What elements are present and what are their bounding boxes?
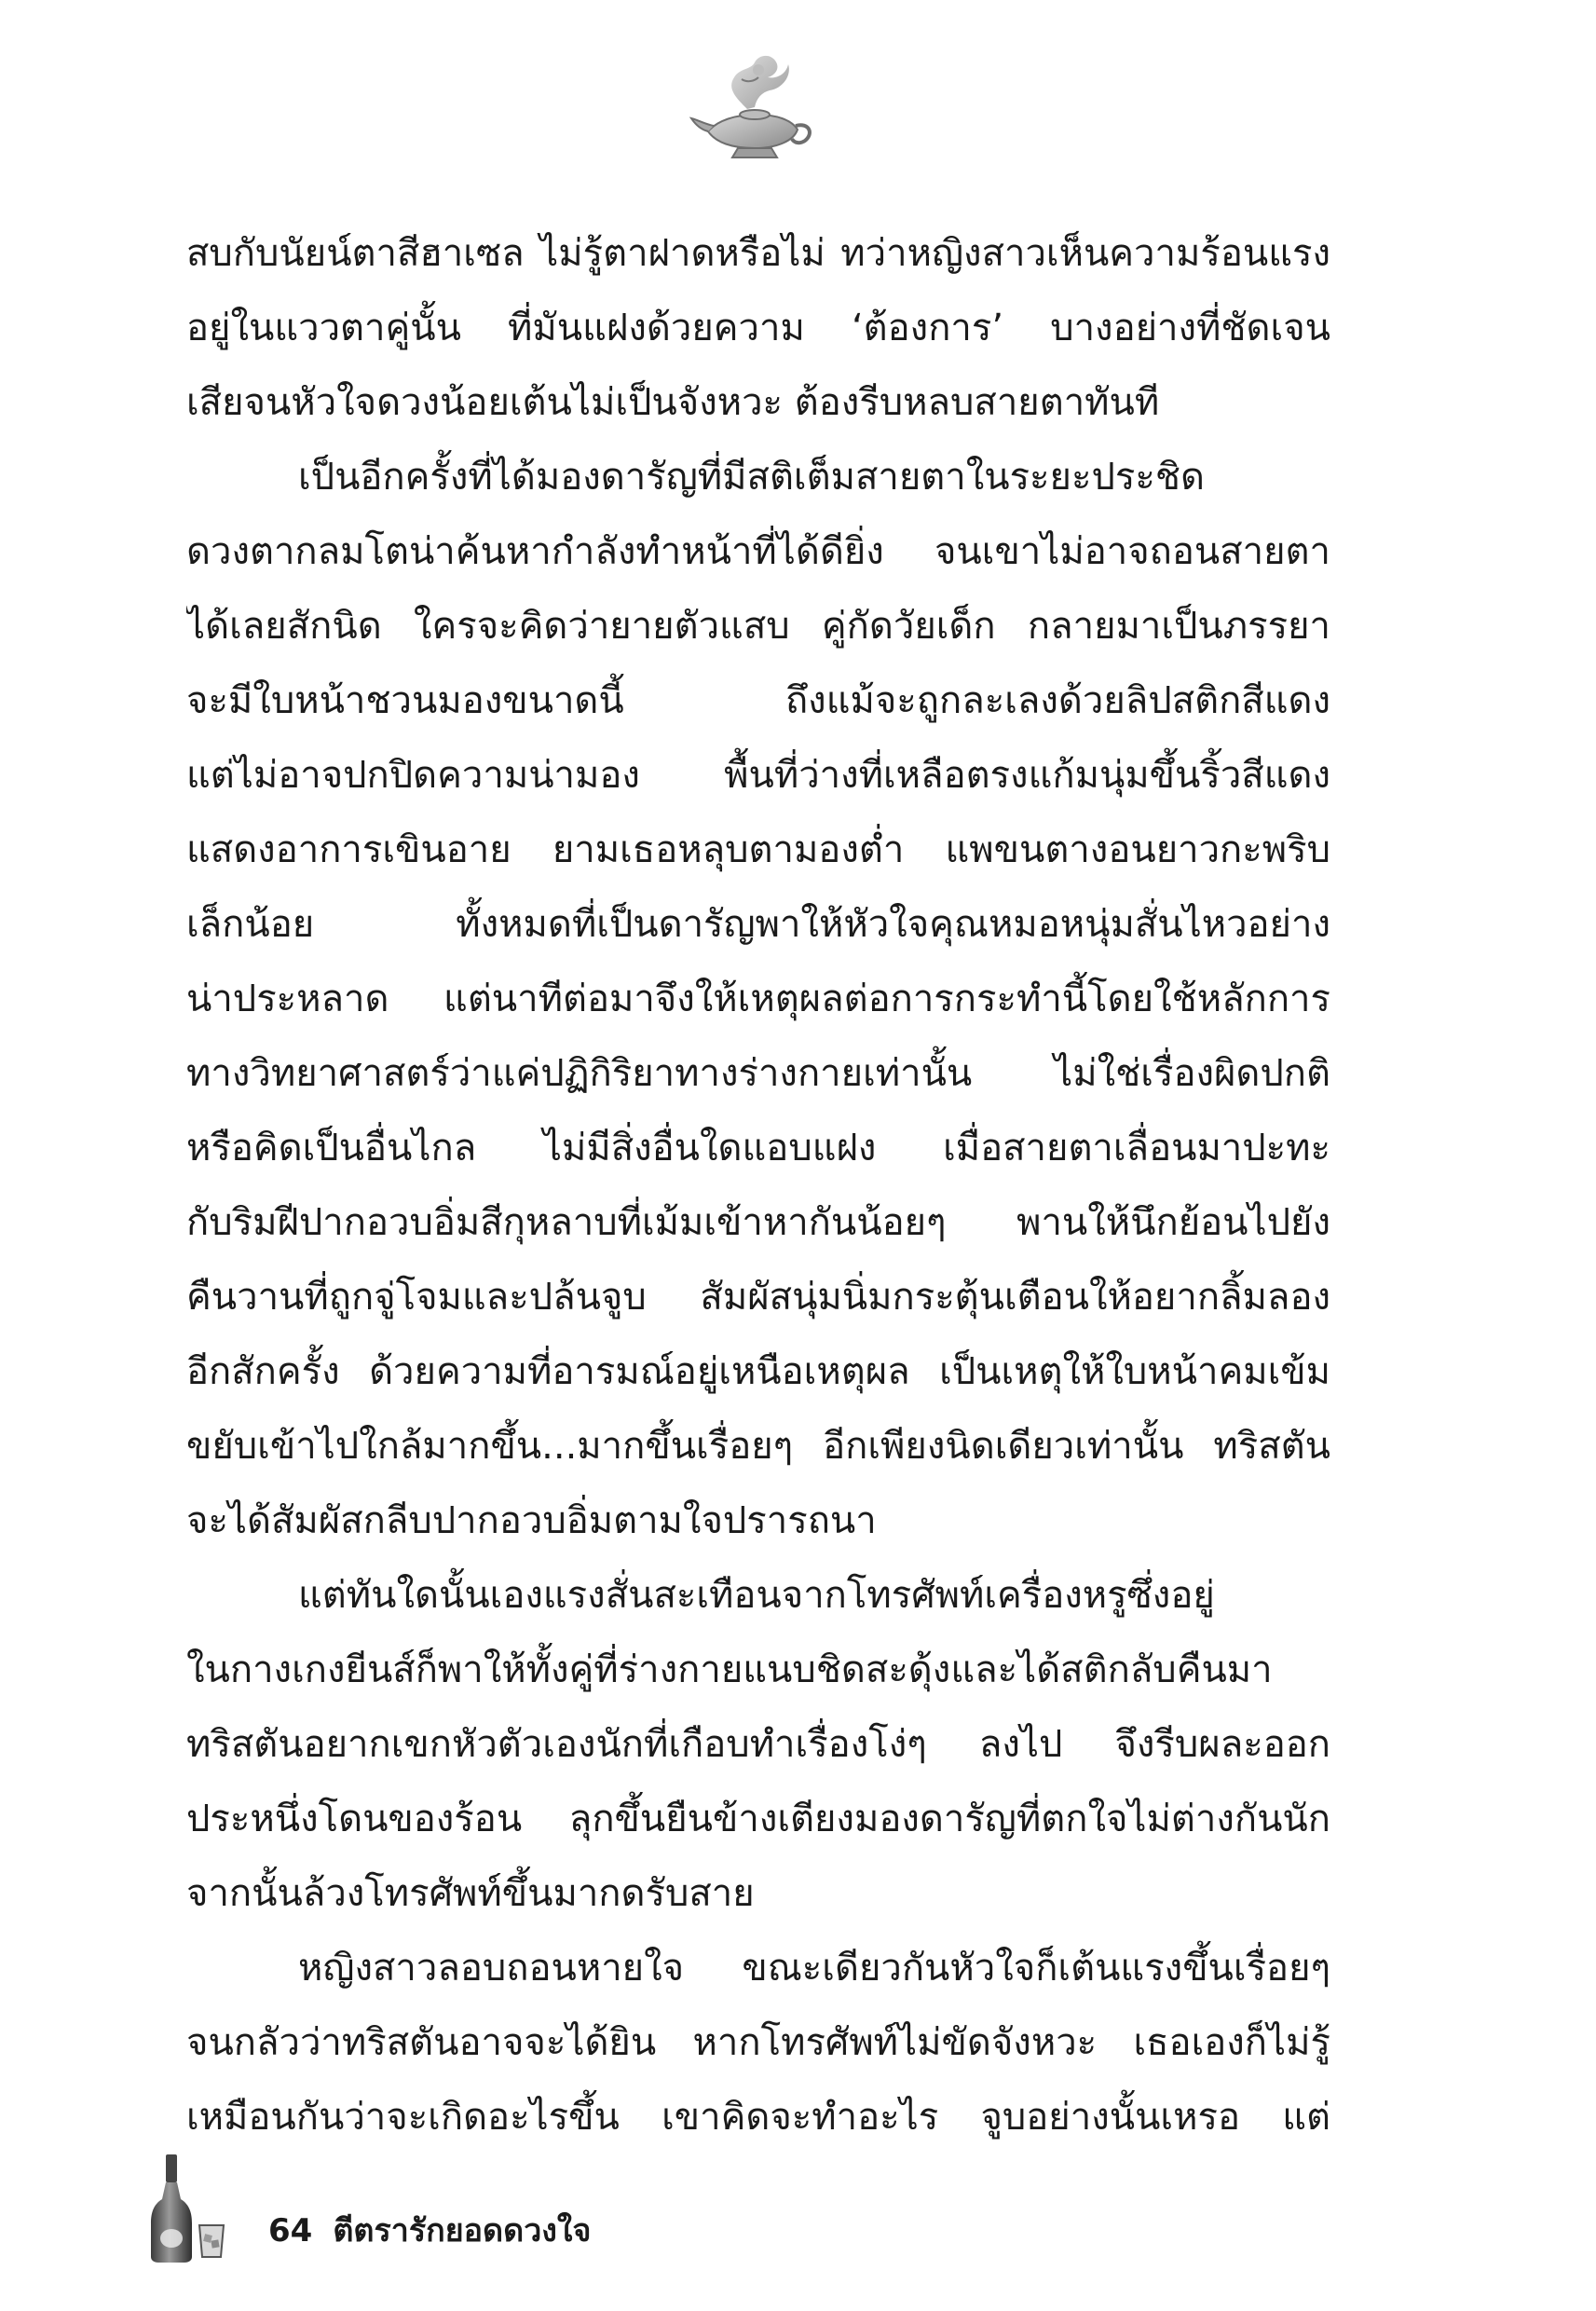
text-line: จะมีใบหน้าชวนมองขนาดนี้ ถึงแม้จะถูกละเลงด้วยลิปสติกสีแดง bbox=[186, 679, 1330, 722]
text-line: หญิงสาวลอบถอนหายใจ ขณะเดียวกันหัวใจก็เต้นแรงขึ้นเรื่อยๆ bbox=[298, 1947, 1330, 1990]
text-line: เหมือนกันว่าจะเกิดอะไรขึ้น เขาคิดจะทำอะไร จูบอย่างนั้นเหรอ แต่ bbox=[186, 2096, 1330, 2139]
body-text bbox=[186, 216, 1330, 2154]
text-line: เสียจนหัวใจดวงน้อยเต้นไม่เป็นจังหวะ ต้องรีบหลบสายตาทันที bbox=[186, 381, 1160, 424]
text-line: เล็กน้อย ทั้งหมดที่เป็นดารัญพาให้หัวใจคุณหมอหนุ่มสั่นไหวอย่าง bbox=[186, 903, 1330, 946]
text-line: จากนั้นล้วงโทรศัพท์ขึ้นมากดรับสาย bbox=[186, 1872, 755, 1915]
text-line: หรือคิดเป็นอื่นไกล ไม่มีสิ่งอื่นใดแอบแฝง เมื่อสายตาเลื่อนมาปะทะ bbox=[186, 1127, 1330, 1169]
text-line: คืนวานที่ถูกจู่โจมและปล้นจูบ สัมผัสนุ่มนิ่มกระตุ้นเตือนให้อยากลิ้มลอง bbox=[186, 1276, 1330, 1319]
text-line: ดวงตากลมโตน่าค้นหากำลังทำหน้าที่ได้ดียิ่ง จนเขาไม่อาจถอนสายตา bbox=[186, 530, 1330, 573]
page-number: 64 bbox=[268, 2212, 313, 2249]
text-line: ทางวิทยาศาสตร์ว่าแค่ปฏิกิริยาทางร่างกายเท่านั้น ไม่ใช่เรื่องผิดปกติ bbox=[186, 1052, 1330, 1095]
text-line: แสดงอาการเขินอาย ยามเธอหลุบตามองต่ำ แพขนตางอนยาวกะพริบ bbox=[186, 828, 1330, 871]
text-line: แต่ไม่อาจปกปิดความน่ามอง พื้นที่ว่างที่เหลือตรงแก้มนุ่มขึ้นริ้วสีแดง bbox=[186, 754, 1330, 797]
book-title: ตีตรารักยอดดวงใจ bbox=[333, 2212, 592, 2249]
text-line: ทริสตันอยากเขกหัวตัวเองนักที่เกือบทำเรื่องโง่ๆ ลงไป จึงรีบผละออก bbox=[186, 1723, 1330, 1766]
text-line: ขยับเข้าไปใกล้มากขึ้น...มากขึ้นเรื่อยๆ อีกเพียงนิดเดียวเท่านั้น ทริสตัน bbox=[186, 1425, 1330, 1468]
text-line: กับริมฝีปากอวบอิ่มสีกุหลาบที่เม้มเข้าหากันน้อยๆ พานให้นึกย้อนไปยัง bbox=[186, 1201, 1330, 1244]
text-line: ได้เลยสักนิด ใครจะคิดว่ายายตัวแสบ คู่กัดวัยเด็ก กลายมาเป็นภรรยา bbox=[186, 605, 1330, 648]
magic-lamp-genie-icon bbox=[689, 51, 820, 163]
liquor-bottle-icon bbox=[149, 2153, 194, 2264]
text-line: อยู่ในแววตาคู่นั้น ที่มันแฝงด้วยความ ‘ต้องการ’ บางอย่างที่ชัดเจน bbox=[186, 307, 1330, 349]
text-line: อีกสักครั้ง ด้วยความที่อารมณ์อยู่เหนือเหตุผล เป็นเหตุให้ใบหน้าคมเข้ม bbox=[186, 1350, 1330, 1393]
text-line: ในกางเกงยีนส์ก็พาให้ทั้งคู่ที่ร่างกายแนบชิดสะดุ้งและได้สติกลับคืนมา bbox=[186, 1648, 1273, 1691]
text-line: จนกลัวว่าทริสตันอาจจะได้ยิน หากโทรศัพท์ไม่ขัดจังหวะ เธอเองก็ไม่รู้ bbox=[186, 2021, 1330, 2064]
paragraph bbox=[186, 216, 1330, 440]
text-line: ประหนึ่งโดนของร้อน ลุกขึ้นยืนข้างเตียงมองดารัญที่ตกใจไม่ต่างกันนัก bbox=[186, 1798, 1330, 1840]
text-line: น่าประหลาด แต่นาทีต่อมาจึงให้เหตุผลต่อการกระทำนี้โดยใช้หลักการ bbox=[186, 978, 1330, 1020]
text-line: แต่ทันใดนั้นเองแรงสั่นสะเทือนจากโทรศัพท์เครื่องหรูซึ่งอยู่ bbox=[298, 1574, 1215, 1617]
text-line: จะได้สัมผัสกลีบปากอวบอิ่มตามใจปรารถนา bbox=[186, 1499, 877, 1542]
footer-text bbox=[268, 2212, 591, 2249]
whisky-glass-icon bbox=[198, 2222, 225, 2259]
text-line: สบกับนัยน์ตาสีฮาเซล ไม่รู้ตาฝาดหรือไม่ ทว่าหญิงสาวเห็นความร้อนแรง bbox=[186, 232, 1330, 275]
text-line: เป็นอีกครั้งที่ได้มองดารัญที่มีสติเต็มสายตาในระยะประชิด bbox=[298, 456, 1205, 499]
paragraph bbox=[186, 1931, 1330, 2154]
page-footer bbox=[149, 2153, 894, 2264]
paragraph bbox=[186, 440, 1330, 1558]
paragraph bbox=[186, 1558, 1330, 1931]
